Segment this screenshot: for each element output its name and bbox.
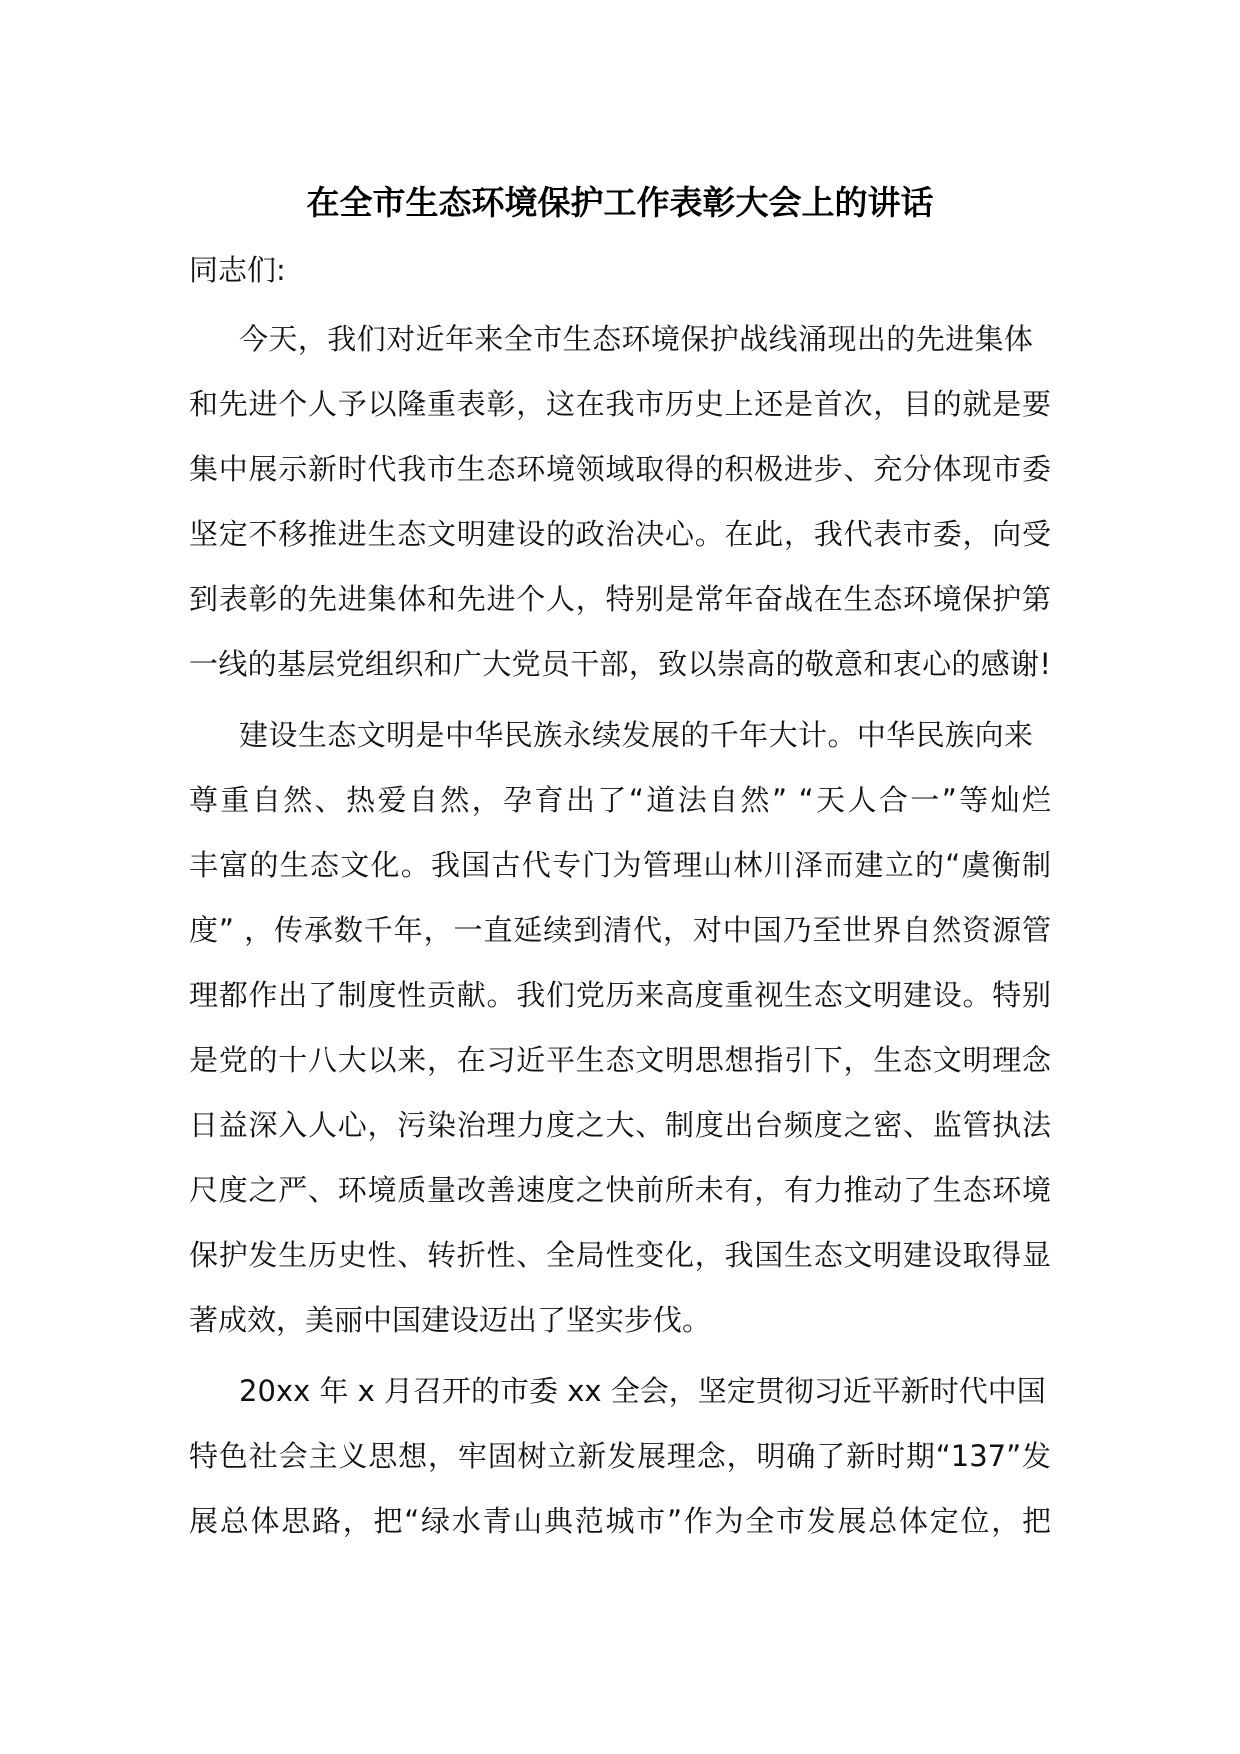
paragraph-line: 和先进个人予以隆重表彰，这在我市历史上还是首次，目的就是要 [189, 387, 1051, 421]
paragraph-line: 是党的十八大以来，在习近平生态文明思想指引下，生态文明理念 [189, 1043, 1051, 1077]
paragraph-line: 著成效，美丽中国建设迈出了坚实步伐。 [189, 1303, 712, 1337]
paragraph-2 [189, 703, 1051, 1353]
paragraph-line: 到表彰的先进集体和先进个人，特别是常年奋战在生态环境保护第 [189, 582, 1051, 616]
paragraph-line: 集中展示新时代我市生态环境领域取得的积极进步、充分体现市委 [189, 452, 1051, 486]
paragraph-line: 日益深入人心，污染治理力度之大、制度出台频度之密、监管执法 [189, 1108, 1051, 1142]
paragraph-line: 丰富的生态文化。我国古代专门为管理山林川泽而建立的“虞衡制 [189, 848, 1051, 882]
paragraph-line: 坚定不移推进生态文明建设的政治决心。在此，我代表市委，向受 [189, 517, 1051, 551]
paragraph-line: 理都作出了制度性贡献。我们党历来高度重视生态文明建设。特别 [189, 978, 1051, 1012]
paragraph-line: 尺度之严、环境质量改善速度之快前所未有，有力推动了生态环境 [189, 1173, 1051, 1207]
paragraph-line: 特色社会主义思想，牢固树立新发展理念，明确了新时期“137”发 [189, 1439, 1051, 1473]
paragraph-line: 一线的基层党组织和广大党员干部，致以崇高的敬意和衷心的感谢! [189, 647, 1051, 681]
paragraph-1 [189, 307, 1051, 697]
salutation: 同志们: [189, 253, 286, 287]
paragraph-line: 20xx 年 x 月召开的市委 xx 全会，坚定贯彻习近平新时代中国 [239, 1374, 1046, 1408]
paragraph-line: 今天，我们对近年来全市生态环境保护战线涌现出的先进集体 [239, 322, 1033, 356]
paragraph-line: 保护发生历史性、转折性、全局性变化，我国生态文明建设取得显 [189, 1238, 1051, 1272]
paragraph-line: 度” ，传承数千年，一直延续到清代，对中国乃至世界自然资源管 [189, 913, 1051, 947]
paragraph-3 [189, 1359, 1051, 1554]
paragraph-line: 尊重自然、热爱自然，孕育出了“道法自然” “天人合一”等灿烂 [189, 783, 1051, 817]
paragraph-line: 展总体思路，把“绿水青山典范城市”作为全市发展总体定位，把 [189, 1504, 1051, 1538]
paragraph-line: 建设生态文明是中华民族永续发展的千年大计。中华民族向来 [239, 718, 1033, 752]
document-title: 在全市生态环境保护工作表彰大会上的讲话 [306, 183, 934, 222]
document-body [189, 170, 1051, 1554]
